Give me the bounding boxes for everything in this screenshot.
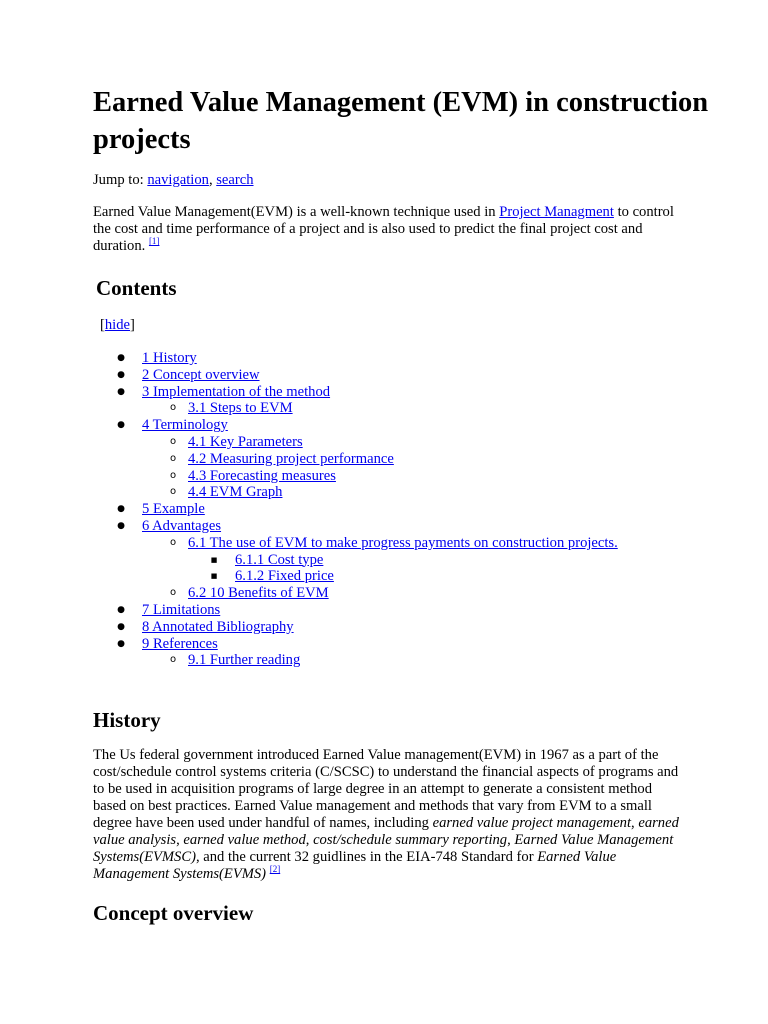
bullet-marker: ■ [210, 555, 218, 564]
history-sep-3: , [305, 832, 314, 848]
history-paragraph [93, 747, 683, 883]
toc-link[interactable]: 8 Annotated Bibliography [142, 618, 294, 635]
toc-item [0, 484, 768, 501]
toc-link[interactable]: 6 Advantages [142, 517, 222, 534]
toc-link[interactable]: 6.1.1 Cost type [235, 551, 324, 568]
toc-item [0, 501, 768, 518]
search-link[interactable]: search [216, 172, 254, 188]
table-of-contents [0, 350, 768, 669]
bullet-marker: ● [117, 604, 125, 615]
toc-item [0, 535, 768, 552]
toc-item [0, 602, 768, 619]
bullet-marker: o [169, 435, 177, 447]
bullet-marker: ● [117, 638, 125, 649]
intro-text-2: to control the cost and time performance of a project and is also used to predict the final project cost and duration. [93, 204, 674, 254]
bullet-marker: o [169, 486, 177, 498]
toc-link[interactable]: 6.1.2 Fixed price [235, 568, 334, 585]
bullet-marker: ● [117, 353, 125, 363]
bullet-marker: o [169, 536, 177, 548]
reference-1-link[interactable]: [1] [148, 236, 160, 246]
toc-item [0, 568, 768, 585]
history-sep-1: , [631, 815, 639, 831]
toc-item [0, 384, 768, 401]
toc-link[interactable]: 9.1 Further reading [188, 652, 301, 669]
history-term-2: earned value analysis [93, 815, 679, 848]
reference-2-link[interactable]: [2] [269, 864, 281, 874]
toc-item [0, 400, 768, 417]
history-text-2: , and the current 32 guidlines in the EIA-748 Standard for [195, 849, 538, 865]
intro-paragraph [93, 204, 683, 255]
toc-link[interactable]: 3 Implementation of the method [142, 383, 331, 400]
history-term-5: Earned Value Management Systems(EVMSC) [93, 832, 674, 865]
toc-link[interactable]: 1 History [142, 350, 197, 366]
toc-toggle-open-bracket: [ [100, 317, 105, 333]
jump-to-bar [93, 171, 254, 189]
toc-link[interactable]: 2 Concept overview [142, 366, 260, 383]
navigation-link[interactable]: navigation [147, 172, 209, 188]
toc-hide-link[interactable]: hide [104, 317, 131, 333]
bullet-marker: ● [117, 386, 125, 397]
bullet-marker: ● [117, 520, 125, 531]
jump-to-label: Jump to: [93, 172, 148, 188]
bullet-marker: o [169, 402, 177, 414]
toc-item [0, 434, 768, 451]
concept-overview-heading: Concept overview [93, 901, 254, 925]
history-text-1: The Us federal government introduced Earned Value management(EVM) in 1967 as a part of the cost/schedule control systems criteria (C/SCSC) to understand the financial aspects of programs and to be used in acquisition programs of large degree in an attempt to generate a consistent method based on best practices. Earned Value management and methods that vary from EVM to a small degree have been used under handful of names, including [93, 747, 679, 831]
toc-link[interactable]: 9 References [142, 635, 218, 652]
toc-link[interactable]: 5 Example [142, 501, 205, 518]
page-title: Earned Value Management (EVM) in construction projects [93, 87, 709, 155]
history-term-6: Earned Value Management Systems(EVMS) [93, 849, 617, 882]
toc-link[interactable]: 4.2 Measuring project performance [188, 450, 394, 467]
bullet-marker: o [169, 452, 177, 464]
toc-item [0, 636, 768, 653]
toc-item [0, 350, 768, 367]
intro-text-1: Earned Value Management(EVM) is a well-known technique used in [93, 204, 500, 220]
bullet-marker: ● [117, 621, 125, 632]
toc-item [0, 518, 768, 535]
toc-link[interactable]: 6.1 The use of EVM to make progress payments on construction projects. [188, 534, 618, 551]
bullet-marker: ● [117, 420, 125, 431]
toc-item [0, 468, 768, 485]
toc-link[interactable]: 7 Limitations [142, 601, 221, 618]
history-sep-4: , [507, 832, 515, 848]
history-heading: History [93, 708, 161, 732]
contents-heading: Contents [96, 276, 177, 300]
history-term-1: earned value project management [432, 815, 632, 831]
bullet-marker: o [169, 587, 177, 599]
toc-link[interactable]: 4.3 Forecasting measures [188, 467, 336, 484]
bullet-marker: o [169, 654, 177, 666]
history-term-4: cost/schedule summary reporting [313, 832, 508, 848]
jump-separator: , [208, 172, 217, 188]
toc-item [0, 619, 768, 636]
history-term-3: earned value method [183, 832, 306, 848]
toc-link[interactable]: 4.4 EVM Graph [188, 484, 283, 501]
toc-link[interactable]: 4.1 Key Parameters [188, 433, 303, 450]
history-sep-2: , [176, 832, 184, 848]
toc-item [0, 417, 768, 434]
toc-link[interactable]: 3.1 Steps to EVM [188, 400, 293, 417]
toc-item [0, 585, 768, 602]
toc-toggle-close-bracket: ] [130, 317, 135, 333]
project-management-link[interactable]: Project Managment [499, 204, 614, 220]
bullet-marker: ■ [210, 572, 218, 581]
bullet-marker: ● [117, 504, 125, 515]
toc-item [0, 451, 768, 468]
toc-toggle [100, 316, 135, 334]
toc-item [0, 367, 768, 384]
bullet-marker: o [169, 469, 177, 481]
toc-link[interactable]: 4 Terminology [142, 417, 228, 434]
toc-link[interactable]: 6.2 10 Benefits of EVM [188, 585, 329, 602]
toc-item [0, 652, 768, 669]
toc-item [0, 552, 768, 569]
bullet-marker: ● [117, 369, 125, 380]
